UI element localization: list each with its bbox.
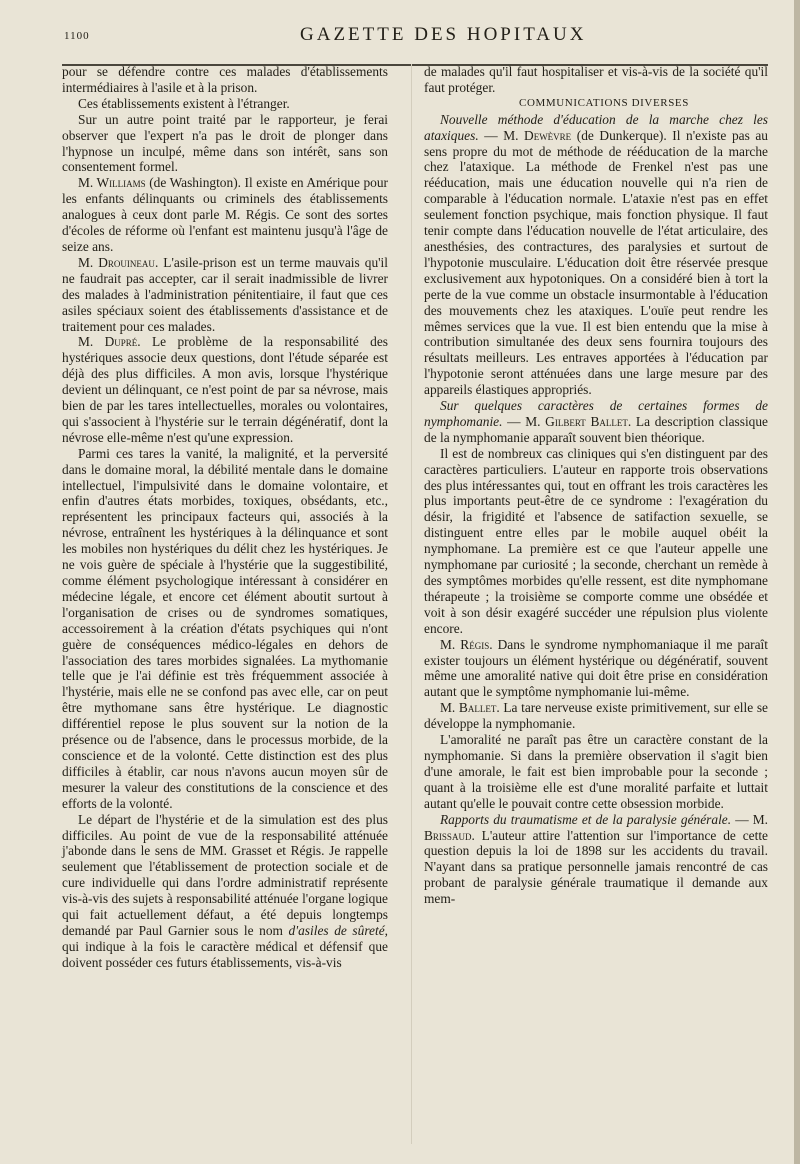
paragraph (424, 812, 768, 907)
communication-title: Sur quelques caractères de certaines formes de nymphomanie. (424, 398, 768, 429)
paragraph: Parmi ces tares la vanité, la malignité, et la perversité dans le domaine moral, la débilité mentale dans le domaine intellectuel, l'impulsivité dans le domaine volontaire, et enfin d'autres états morbides, toxiques, obsédants, etc., représentent les principaux facteurs qui, associés à la névrose, entraînent les hystériques à la délinquance et sont les mobiles non hystériques du délit chez les hystériques. Je ne vois guère de spéciale à l'hystérie que la suggestibilité, comme élément psychologique intéressant à considérer en médecine légale, et encore cet élément aboutit surtout à l'organisation de crises ou de syndromes somatiques, accessoirement à la création d'états psychiques qui n'ont guère de conséquences médico-légales en dehors de l'association des tares morbides signalées. La mythomanie telle que je l'ai définie est très fréquemment associée à l'hystérie, mais elle ne se confond pas avec elle, car on peut être mythomane sans être hystérique. Le diagnostic différentiel repose le plus souvent sur la notion de la présence ou de l'absence, dans le processus morbide, de la conscience et de la volonté. Cette distinction est des plus difficiles à établir, car nous n'avons aucun moyen sûr de mesurer la valeur des constitutions de la conscience et des efforts de la volonté. (62, 445, 388, 811)
communication-title: Rapports du traumatisme et de la paralysie générale. (440, 811, 732, 827)
journal-title: GAZETTE DES HOPITAUX (300, 24, 587, 45)
paragraph-text: , qui indique à la fois le caractère médical et défensif que doivent posséder ces futurs établissements, vis-à-vis (62, 922, 389, 970)
paragraph (424, 700, 768, 732)
paragraph: Sur un autre point traité par le rapporteur, je ferai observer que l'expert n'a pas le droit de plonger dans l'hypnose un inculpé, même dans son intérêt, sans son consentement formel. (62, 111, 388, 175)
right-column (424, 64, 768, 907)
speaker-name: M. Drouineau (78, 254, 155, 270)
paragraph-text: (de Dunkerque). Il n'existe pas au sens propre du mot de méthode de rééducation de la marche chez l'ataxique. La méthode de Frenkel n'est pas une rééducation, mais une éducation nouvelle qui n'a rien de comparable à l'éducation normale. L'ataxie n'est pas en effet seulement fonction psychique, mais fonction physique. Il faut tenir compte dans l'éducation nouvelle de l'état articulaire, des anesthésies, des contractures, des paralysies et surtout de l'hypotonie musculaire. L'éducation doit être réservée presque exclusivement aux hypotoniques. On a considéré bien à tort la perte de la vue comme un obstacle insurmontable à l'éducation des mouvements chez les ataxiques. L'ouïe peut rendre les mêmes services que la vue. Il est bien entendu que la mise à contribution simultanée des deux sens fournira toujours des résultats meilleurs. Les entraves apportées à l'éducation par l'hypotonie seront atténuées dans une large mesure par des appareils élastiques appropriés. (424, 127, 768, 398)
speaker-name: M. Brissaud (424, 811, 768, 843)
speaker-name: M. Régis (440, 636, 490, 652)
paragraph (424, 112, 768, 398)
italic-term: d'asiles de sûreté (288, 922, 385, 938)
speaker-name: M. Gilbert Ballet (525, 413, 628, 429)
paragraph: Ces établissements existent à l'étranger. (78, 95, 290, 111)
paragraph (62, 255, 388, 335)
section-heading: COMMUNICATIONS DIVERSES (519, 96, 689, 109)
paragraph: de malades qu'il faut hospitaliser et vis-à-vis de la société qu'il faut protéger. (424, 64, 768, 95)
paragraph-text: . Le problème de la responsabilité des hystériques associe deux questions, dont l'étude séparée est déjà des plus difficiles. A mon avis, lorsque l'hystérique devient un délinquant, ce n'est point de par sa névrose, mais bien de par les tares intellectuelles, morales ou volontaires, qui s'associent à l'hystérie sur le terrain dégénératif, dont la névrose elle-même n'est qu'une expression. (62, 334, 389, 445)
speaker-name: M. Williams (78, 175, 146, 191)
paragraph: Il est de nombreux cas cliniques qui s'en distinguent par des caractères particuliers. L'auteur en rapporte trois observations des plus intéressantes qui, tout en offrant les trois caractères les plus importants peut-être de ce syndrome : l'exagération du désir, la frigidité et l'absence de satifaction sexuelle, se distinguent entre elles par le mobile auquel obéit la nymphomane. La première est ce que l'auteur appelle une nymphomane par curiosité ; la seconde, cherchant un remède à des symptômes morbides qu'elle ressent, est dite nymphomane thérapeute ; la troisième se comporte comme une obsédée et voit à son désir exagéré succéder une répulsion plus violente encore. (424, 445, 768, 636)
left-column (62, 64, 388, 971)
paragraph (62, 175, 388, 255)
page-edge (794, 0, 800, 1164)
paragraph-text: . La tare nerveuse existe primitivement, sur elle se développe la nymphomanie. (424, 700, 769, 732)
communication-title: Nouvelle méthode d'éducation de la marche chez les ataxiques. (424, 111, 768, 143)
speaker-name: M. Dupré (78, 334, 138, 350)
paragraph: L'amoralité ne paraît pas être un caractère constant de la nymphomanie. Si dans la première observation il s'agit bien d'une amorale, le fait est bien improbable pour la seconde ; quant à la troisième elle est d'une moralité parfaite et luttait autant qu'elle le pouvait contre cette obsession morbide. (424, 732, 768, 811)
paragraph-text: . L'asile-prison est un terme mauvais qu'il ne faudrait pas accepter, car il serait inadmissible de livrer des malades à l'administration pénitentiaire, il faut que ces asiles spéciaux soient des établissements d'assistance et de traitement pour ces malades. (62, 254, 388, 334)
dash: — (502, 413, 526, 429)
dash: — (731, 811, 753, 827)
paragraph (424, 637, 768, 701)
paragraph (62, 812, 388, 971)
dash: — (478, 127, 504, 143)
column-divider (411, 64, 412, 1144)
speaker-name: M. Dewèvre (503, 127, 572, 143)
paragraph-text: (de Washington). Il existe en Amérique pour les enfants délinquants ou criminels des établissements analogues à ceux dont parle M. Régis. Ce sont des sortes d'écoles de réforme où l'enfant est maintenu jusqu'à l'âge de seize ans. (62, 175, 388, 254)
paragraph-text: . La description classique de la nymphomanie apparaît souvent bien théorique. (424, 413, 769, 445)
paragraph-text: Le départ de l'hystérie et de la simulation est des plus difficiles. Au point de vue de la responsabilité atténuée j'abonde dans le sens de MM. Grasset et Régis. Je rappelle seulement que l'établissement de protection sociale et de cure individuelle qui dans l'ordre administratif représente vis-à-vis des sujets à responsabilité atténuée l'organe logique qui fait actuellement défaut, a été depuis longtemps demandé par Paul Garnier sous le nom (62, 811, 388, 938)
page-header (0, 18, 800, 52)
paragraph-text: . L'auteur attire l'attention sur l'importance de cette question depuis la loi de 1898 sur les accidents du travail. N'ayant dans sa pratique personnelle jamais rencontré de cas probant de paralysie générale traumatique il demande aux mem- (424, 827, 768, 907)
paragraph (62, 334, 388, 445)
speaker-name: M. Ballet (440, 700, 497, 716)
paragraph: pour se défendre contre ces malades d'établissements intermédiaires à l'asile et à la prison. (62, 64, 388, 95)
paragraph (424, 398, 768, 446)
page-number: 1100 (64, 30, 90, 42)
paragraph-text: . Dans le syndrome nymphomaniaque il me paraît exister toujours un élément hystérique ou dégénératif, souvent même une amoralité native qui doit être prise en considération autant que le symptôme nymphomanie lui-même. (424, 636, 768, 700)
